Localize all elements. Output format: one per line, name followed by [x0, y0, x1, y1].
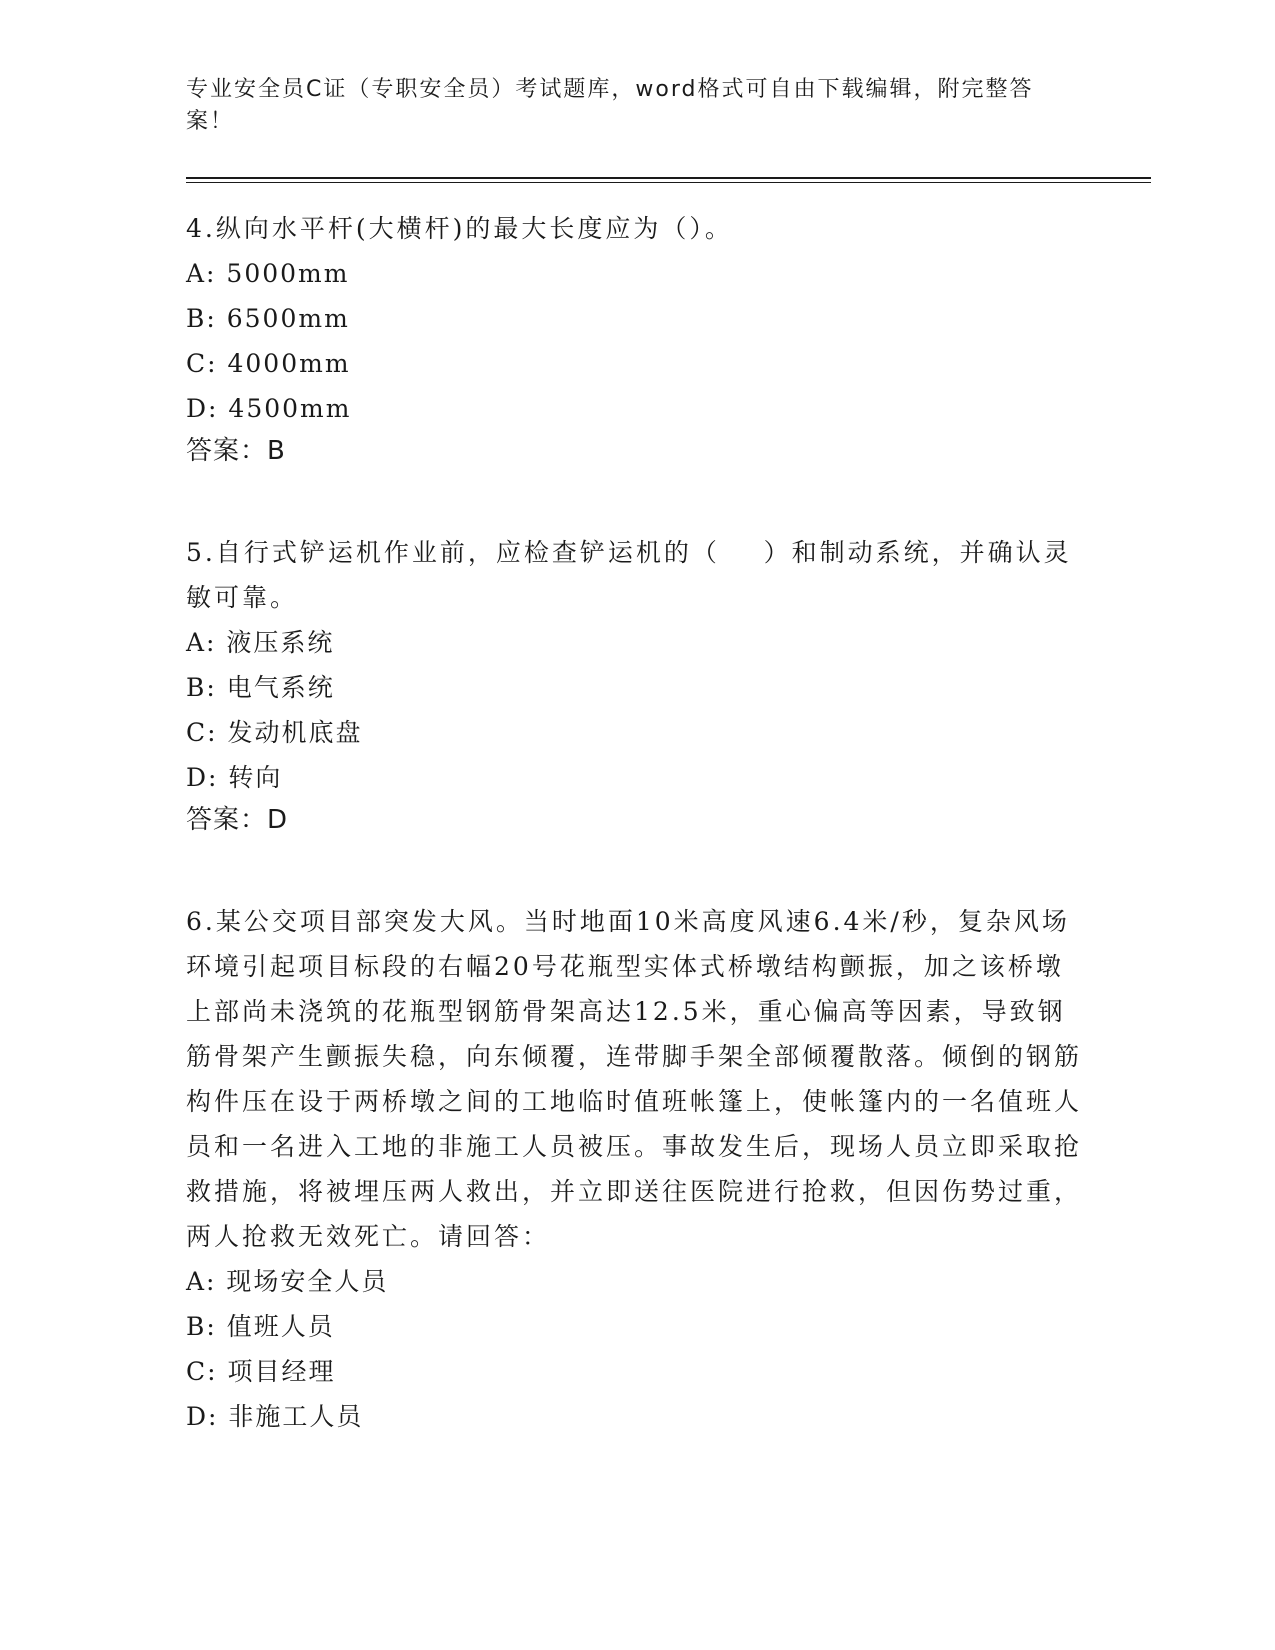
question-stem: 5.自行式铲运机作业前，应检查铲运机的（ ）和制动系统，并确认灵敏可靠。: [186, 538, 1072, 612]
answer-line: 答案：D: [186, 805, 289, 835]
option-c: C: 4000mm: [186, 349, 351, 378]
option-c: C: 发动机底盘: [186, 718, 363, 747]
option-a: A: 5000mm: [186, 259, 350, 288]
question-4: [186, 206, 1086, 474]
option-c: C: 项目经理: [186, 1357, 336, 1386]
option-b: B: 6500mm: [186, 304, 350, 333]
option-d: D: 转向: [186, 763, 283, 792]
answer-line: 答案：B: [186, 436, 286, 466]
option-b: B: 值班人员: [186, 1312, 335, 1341]
question-stem: 4.纵向水平杆(大横杆)的最大长度应为（）。: [186, 214, 733, 243]
document-header: 专业安全员C证（专职安全员）考试题库，word格式可自由下载编辑，附完整答案！: [186, 77, 1034, 134]
header-divider-thick: [186, 177, 1151, 179]
header-divider-thin: [186, 182, 1151, 183]
option-b: B: 电气系统: [186, 673, 335, 702]
option-d: D: 非施工人员: [186, 1402, 364, 1431]
question-6: [186, 899, 1086, 1439]
question-list: [186, 206, 1086, 1495]
option-a: A: 现场安全人员: [186, 1267, 389, 1296]
option-a: A: 液压系统: [186, 628, 335, 657]
option-d: D: 4500mm: [186, 394, 352, 423]
question-stem: 6.某公交项目部突发大风。当时地面10米高度风速6.4米/秒，复杂风场环境引起项目标段的右幅20号花瓶型实体式桥墩结构颤振，加之该桥墩上部尚未浇筑的花瓶型钢筋骨架高达12.5米，重心偏高等因素，导致钢筋骨架产生颤振失稳，向东倾覆，连带脚手架全部倾覆散落。倾倒的钢筋构件压在设于两桥墩之间的工地临时值班帐篷上，使帐篷内的一名值班人员和一名进入工地的非施工人员被压。事故发生后，现场人员立即采取抢救措施，将被埋压两人救出，并立即送往医院进行抢救，但因伤势过重，两人抢救无效死亡。请回答：: [186, 907, 1083, 1251]
question-5: [186, 530, 1086, 843]
